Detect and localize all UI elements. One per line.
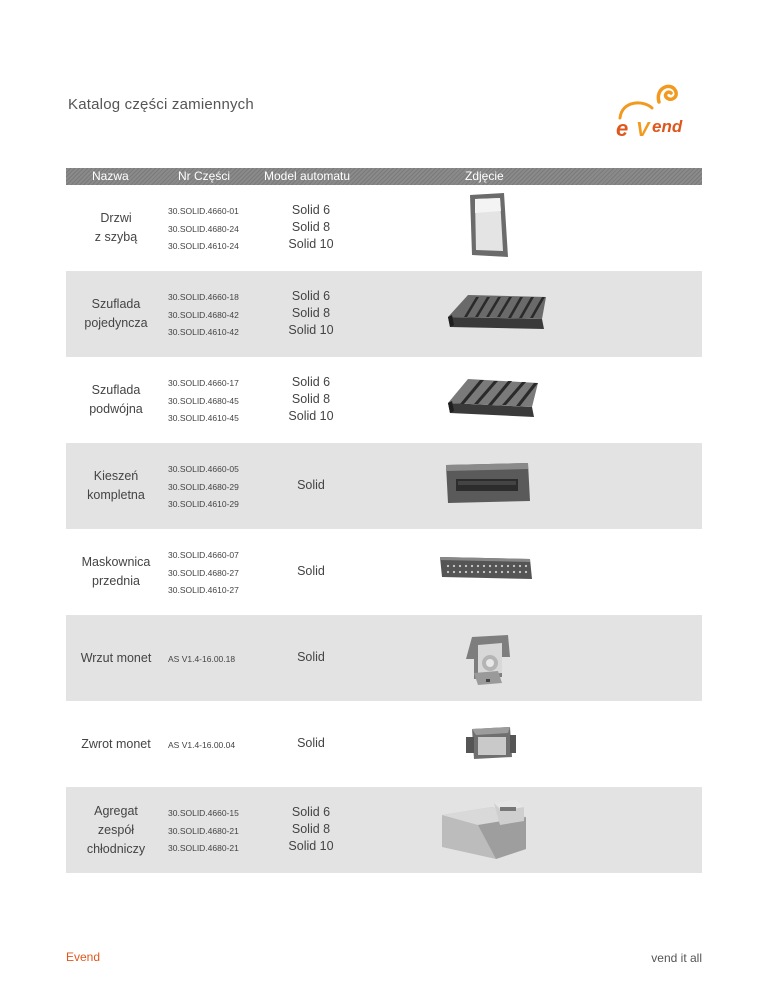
column-header-part-number: Nr Części <box>178 169 231 183</box>
part-name: Drzwi z szybą <box>94 211 138 244</box>
machine-models: Solid 6 Solid 8 Solid 10 <box>288 375 334 423</box>
part-code: 30.SOLID.4610-29 <box>168 499 239 509</box>
column-header-machine-model: Model automatu <box>264 169 351 183</box>
part-code: AS V1.4-16.00.04 <box>168 740 236 750</box>
coin-return-icon <box>462 723 518 767</box>
table-row <box>66 271 702 357</box>
front-cover-icon <box>438 553 534 583</box>
footer-brand: Evend <box>66 950 101 964</box>
part-code: 30.SOLID.4660-01 <box>168 206 239 216</box>
table-row <box>66 185 702 271</box>
table-row <box>66 615 702 701</box>
part-code: 30.SOLID.4680-45 <box>168 396 239 406</box>
part-name: Szuflada podwójna <box>89 383 143 416</box>
coin-insert-icon <box>462 633 518 689</box>
part-name: Zwrot monet <box>81 737 151 751</box>
footer-slogan: vend it all <box>651 951 702 965</box>
part-name: Szuflada pojedyncza <box>84 297 148 330</box>
part-code: 30.SOLID.4680-27 <box>168 568 239 578</box>
table-row <box>66 529 702 615</box>
single-drawer-icon <box>446 289 548 335</box>
parts-table <box>66 185 702 873</box>
machine-models: Solid <box>297 478 325 492</box>
machine-models: Solid 6 Solid 8 Solid 10 <box>288 805 334 853</box>
svg-text:end: end <box>652 117 683 136</box>
page-title: Katalog części zamiennych <box>68 96 254 113</box>
part-code: 30.SOLID.4610-27 <box>168 585 239 595</box>
table-row <box>66 443 702 529</box>
part-name: Wrzut monet <box>80 651 152 665</box>
double-drawer-icon <box>446 375 548 421</box>
machine-models: Solid 6 Solid 8 Solid 10 <box>288 203 334 251</box>
machine-models: Solid <box>297 736 325 750</box>
table-row <box>66 701 702 787</box>
table-row <box>66 787 702 873</box>
part-code: 30.SOLID.4660-15 <box>168 808 239 818</box>
column-header-name: Nazwa <box>92 169 129 183</box>
part-code: 30.SOLID.4680-42 <box>168 310 239 320</box>
part-code: 30.SOLID.4660-18 <box>168 292 239 302</box>
part-code: 30.SOLID.4660-17 <box>168 378 239 388</box>
cooling-unit-icon <box>438 797 528 861</box>
part-code: 30.SOLID.4660-05 <box>168 464 239 474</box>
machine-models: Solid 6 Solid 8 Solid 10 <box>288 289 334 337</box>
door-glass-icon <box>464 191 516 261</box>
table-header <box>66 168 702 185</box>
table-row <box>66 357 702 443</box>
part-name: Kieszeń kompletna <box>87 469 145 502</box>
part-code: 30.SOLID.4680-21 <box>168 843 239 853</box>
pocket-icon <box>444 461 532 507</box>
part-code: 30.SOLID.4610-24 <box>168 241 239 251</box>
part-code: 30.SOLID.4660-07 <box>168 550 239 560</box>
part-name: Maskownica przednia <box>81 555 151 588</box>
part-code: 30.SOLID.4680-29 <box>168 482 239 492</box>
part-code: 30.SOLID.4680-24 <box>168 224 239 234</box>
part-code: 30.SOLID.4680-21 <box>168 826 239 836</box>
column-header-photo: Zdjęcie <box>465 169 504 183</box>
machine-models: Solid <box>297 564 325 578</box>
machine-models: Solid <box>297 650 325 664</box>
svg-text:e: e <box>616 116 629 141</box>
part-code: 30.SOLID.4610-45 <box>168 413 239 423</box>
part-name: Agregat zespół chłodniczy <box>86 804 146 856</box>
evend-logo <box>612 78 692 144</box>
part-code: 30.SOLID.4610-42 <box>168 327 239 337</box>
svg-text:V: V <box>636 119 650 141</box>
part-code: AS V1.4-16.00.18 <box>168 654 236 664</box>
